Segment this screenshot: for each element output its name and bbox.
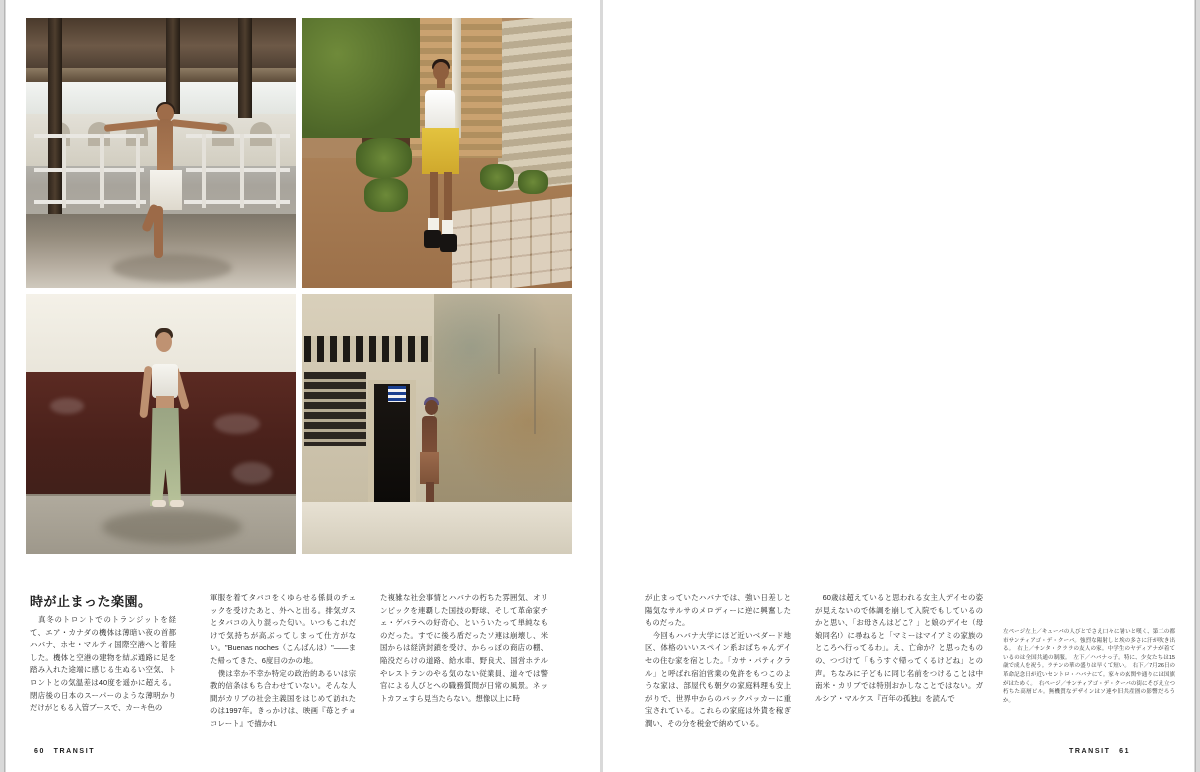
- railing-post: [62, 134, 66, 208]
- woman-head: [156, 332, 172, 352]
- metal-railing: [34, 134, 144, 138]
- potted-plant: [480, 164, 514, 190]
- left-page: [6, 0, 600, 772]
- folio-right: TRANSIT 61: [1069, 748, 1131, 755]
- body-column-2: [210, 592, 356, 728]
- wall-stain: [232, 462, 272, 484]
- girl-yellow-skirt: [422, 128, 459, 174]
- article-headline: 時が止まった楽園。: [30, 594, 152, 609]
- brush-pile: [356, 138, 412, 178]
- cuban-flag: [388, 386, 406, 402]
- cast-shadow: [102, 510, 242, 544]
- metal-railing: [184, 200, 290, 204]
- girl-boot: [440, 234, 457, 252]
- body-paragraph: 軍服を着てタバコをくゆらせる係員のチェックを受けたあと、外へと出る。排気ガスとタバコの入り混った匂い。いつもこれだけで気持ちが高ぶってしまって仕方がない。"Buenas noches（こんばんは）"——また帰ってきた、6度目のかの地。: [210, 593, 356, 665]
- ventilation-blocks: [304, 336, 432, 362]
- boy-standing-leg: [154, 206, 163, 258]
- body-paragraph: が止まっていたハバナでは、強い日差しと陽気なサルサのメロディーに逆に興奮したものだった。: [645, 593, 791, 628]
- girl-white-blouse: [425, 90, 455, 132]
- photo-young-woman-at-wall: [26, 294, 296, 554]
- railing-post: [276, 134, 280, 208]
- body-column-4: [645, 592, 791, 728]
- girl-sock: [442, 220, 453, 234]
- photo-schoolgirl-in-yard: [302, 18, 572, 288]
- market-column: [238, 18, 252, 118]
- body-paragraph: 真冬のトロントでのトランジットを経て、エア・カナダの機体は薄暗い夜の首都ハバナ、ホセ・マルティ国際空港へと着陸した。機体と空港の建物を結ぶ通路に足を踏み入れた途端に感じる生ぬるい空気、トロントとの気温差は40度を遥かに超える。閉店後の日本のスーパーのような薄明かりだけがともる入管ブースで、カーキ色の: [30, 615, 176, 713]
- wall-crack: [498, 314, 500, 374]
- body-paragraph: た複雑な社会事情とハバナの朽ちた雰囲気、オリンピックを連覇した国技の野球、そして革命家チェ・ゲバラへの好奇心、といういたって単純なものだった。すでに後ろ盾だったソ連は崩壊し、米国からは経済封鎖を受け、からっぽの商店の棚、陥没だらけの道路、給水車、野良犬、国営ホテルやレストランのやる気のない従業員、道々では警官による人びとへの職務質問が日常の風景。ネットカフェすら見当たらない。想像以上に時: [380, 593, 548, 703]
- girl-neck: [437, 78, 445, 88]
- body-paragraph: 60歳は超えていると思われる女主人デイセの姿が見えないので体調を崩して入院でもしているのかと思い、「お母さんはどこ？」と娘のデイセ（母娘同名!）に尋ねると「マミーはマイアミの家族のところへ行ってるわ」。え、亡命か？と思ったものの、つづけて「もうすぐ帰ってくるけどね」との声。ちなみに子どもに同じ名前をつけることは中南米・カリブでは特別おかしなことではない。ガルシア・マルケス『百年の孤独』を読んで: [815, 593, 983, 703]
- wall-stain: [214, 414, 260, 434]
- market-column: [48, 18, 62, 228]
- market-roof-beam: [26, 68, 296, 82]
- photo-figure-in-doorway: [302, 294, 572, 554]
- railing-post: [240, 134, 244, 208]
- market-column: [166, 18, 180, 114]
- metal-railing: [34, 168, 144, 172]
- dark-doorway: [374, 384, 410, 504]
- woman-halter-top: [152, 364, 178, 398]
- body-column-1: [30, 614, 176, 724]
- person-head: [425, 400, 438, 415]
- yard-foliage: [302, 18, 420, 138]
- potted-plant: [364, 178, 408, 212]
- girl-left-leg: [430, 172, 438, 224]
- body-paragraph: 僕は幸か不幸か特定の政治的あるいは宗教的信条はもち合わせていない。そんな人間がカリブの社会主義国をはじめて訪れたのは1997年。きっかけは、映画『苺とチョコレート』で描かれ: [210, 668, 356, 728]
- girl-boot: [424, 230, 441, 248]
- railing-post: [136, 134, 140, 208]
- railing-post: [202, 134, 206, 208]
- wall-crack: [534, 348, 536, 434]
- right-page-edge: [1195, 0, 1196, 772]
- body-column-5: [815, 592, 983, 724]
- woman-sandal: [170, 500, 184, 507]
- body-column-3: [380, 592, 548, 724]
- wall-stain: [50, 398, 84, 414]
- person-torso: [422, 416, 437, 456]
- person-garment: [420, 452, 439, 484]
- tiled-path: [452, 197, 572, 288]
- cast-shadow: [112, 254, 232, 282]
- railing-post: [100, 134, 104, 208]
- weathered-wall: [428, 294, 572, 506]
- potted-plant: [518, 170, 548, 194]
- body-paragraph: 今回もハバナ大学にほど近いベダード地区、体格のいいスペイン系おばちゃんデイセの住む家を宿とした。「カサ・パティクラル」と呼ばれ宿泊営業の免許をもつこのような家は、部屋代も朝夕の家庭料理も安上がりで、世界中からのバックパッカーに重宝されている。これらの家庭は外貨を稼ぎ潤い、その分を税金で納めている。: [645, 630, 791, 728]
- right-page: [603, 0, 1194, 772]
- left-page-edge: [4, 0, 5, 772]
- girl-right-leg: [444, 172, 452, 224]
- folio-left: 60 TRANSIT: [34, 748, 96, 755]
- metal-railing: [34, 200, 146, 204]
- barred-window: [304, 372, 366, 446]
- pavement: [302, 502, 572, 554]
- photo-boy-in-market: [26, 18, 296, 288]
- photo-caption: 左ページ左上／キューバの人びとでさえ口々に暑いと嘆く、第二の都市サンティアゴ・デ・クーバ。強烈な陽射しと埃の多さに汗が吹き出る。 右上／サンタ・クララの友人の家。中学生のヤディアナが着ているのは全国共通の制服。 左下／ハバナっ子。特に、少女たちは15歳で成人を祝う。ラテンの華の盛りは早くて短い。 右下／7月26日の革命記念日が近いセントロ・ハバナにて。家々の玄関や通りには国旗がはためく。 右ページ／サンティアゴ・デ・クーバの街にそびえ立つ朽ちた高層ビル。無機質なデザインはソ連や旧共産圏の影響だろうか。: [1003, 629, 1175, 704]
- woman-sandal: [152, 500, 166, 507]
